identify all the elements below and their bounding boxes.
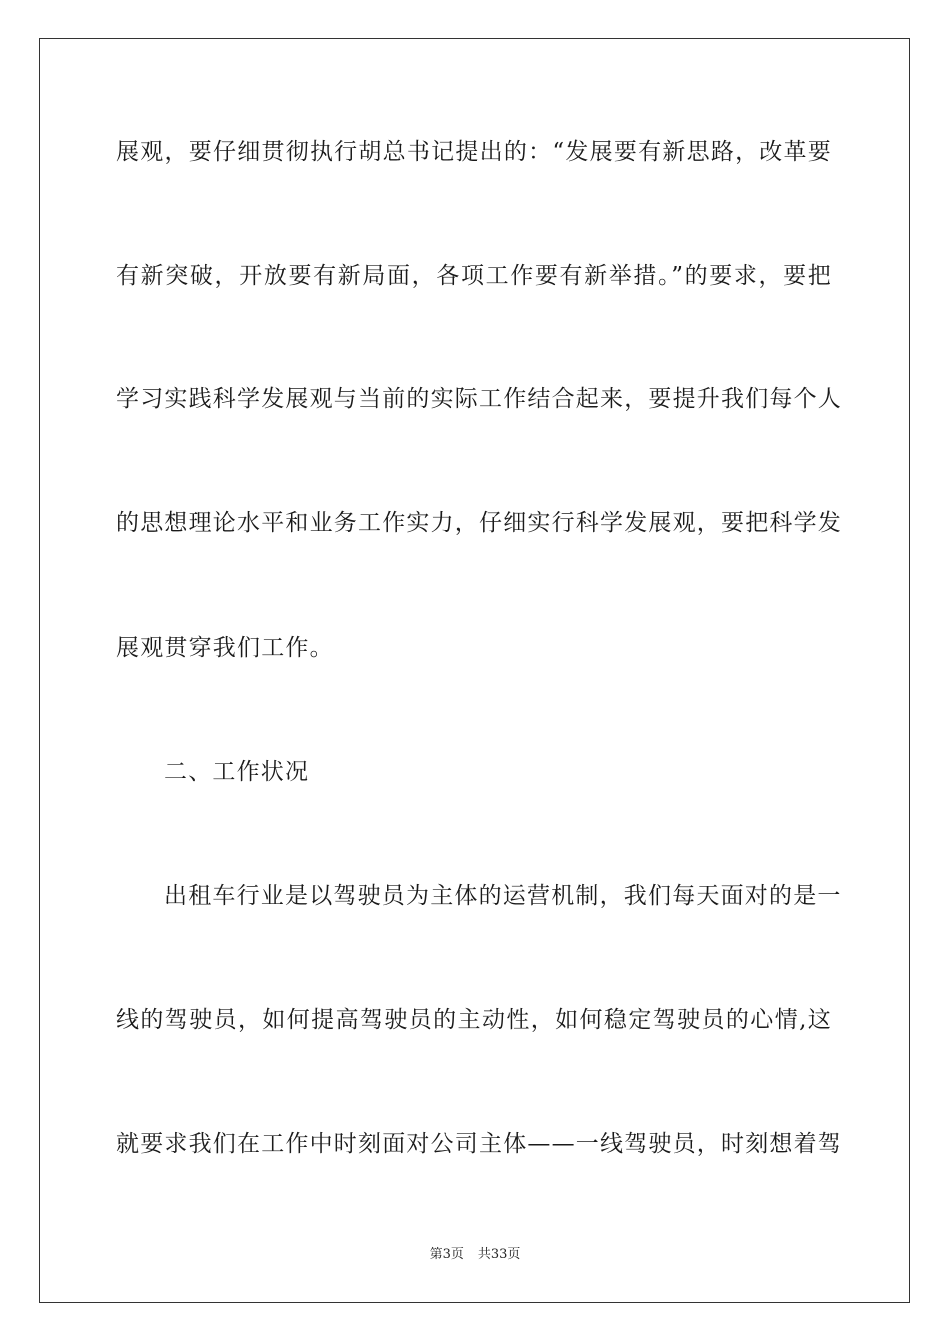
body-text-line-1: 展观，要仔细贯彻执行胡总书记提出的：“发展要有新思路，改革要 [116,139,832,165]
page-footer [0,1246,950,1264]
body-text-line-7: 线的驾驶员，如何提高驾驶员的主动性，如何稳定驾驶员的心情,这 [116,1007,832,1033]
section-heading: 二、工作状况 [164,759,310,785]
body-text-line-3: 学习实践科学发展观与当前的实际工作结合起来，要提升我们每个人 [116,386,842,412]
page-total: 共33页 [477,1247,521,1262]
body-text-line-2: 有新突破，开放要有新局面，各项工作要有新举措。”的要求，要把 [116,263,832,289]
body-text-line-4: 的思想理论水平和业务工作实力，仔细实行科学发展观，要把科学发 [116,510,842,536]
page-number: 第3页 [429,1247,464,1262]
body-text-line-5: 展观贯穿我们工作。 [116,635,334,661]
page-border [39,38,910,1303]
body-text-line-8: 就要求我们在工作中时刻面对公司主体——一线驾驶员，时刻想着驾 [116,1131,842,1157]
body-text-line-6: 出租车行业是以驾驶员为主体的运营机制，我们每天面对的是一 [164,883,842,909]
